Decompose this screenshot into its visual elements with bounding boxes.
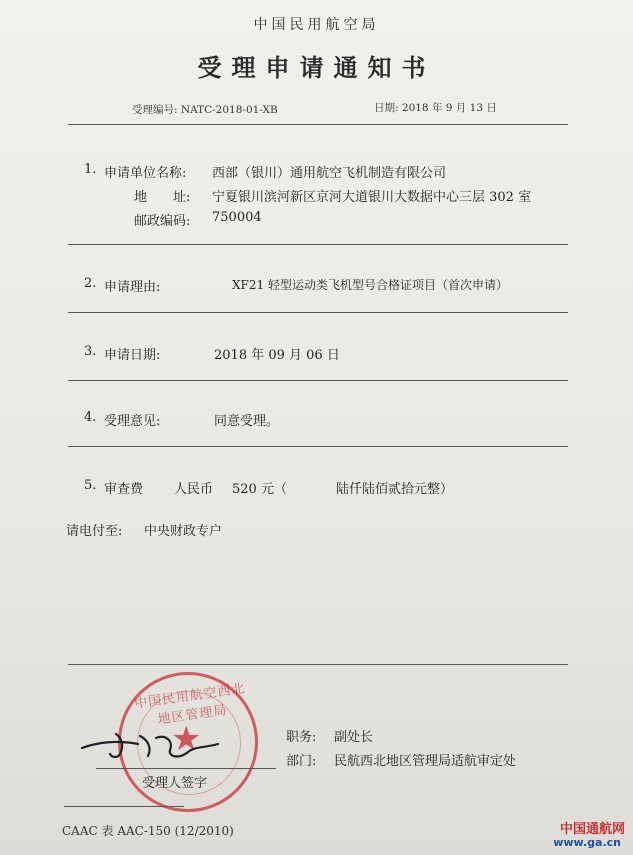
applicant-name-value: 西部（银川）通用航空飞机制造有限公司 [212, 166, 447, 181]
ref-label: 受理编号: [132, 104, 178, 116]
section-3-num: 3. [84, 344, 97, 359]
fee-amount: 520 元（ [232, 482, 287, 497]
fee-label: 审查费 [104, 482, 144, 497]
document-title: 受理申请通知书 [197, 54, 436, 82]
apply-date-label: 申请日期: [104, 348, 161, 363]
reason-value: XF21 轻型运动类飞机型号合格证项目（首次申请） [232, 278, 508, 292]
rule-1 [68, 244, 568, 245]
address-label: 地 址: [134, 190, 191, 205]
dept-value: 民航西北地区管理局适航审定处 [334, 754, 517, 769]
watermark-logo: 中国通航网 [559, 822, 625, 837]
form-code: CAAC 表 AAC-150 (12/2010) [62, 824, 234, 838]
applicant-name-label: 申请单位名称: [104, 166, 187, 181]
section-5-num: 5. [84, 478, 97, 493]
pay-to-label: 请电付至: [66, 524, 123, 539]
opinion-value: 同意受理。 [214, 414, 280, 429]
seal-text: 中国民用航空西北地区管理局 [133, 681, 247, 728]
reason-label: 申请理由: [104, 280, 161, 295]
rule-5 [68, 664, 568, 665]
section-1-num: 1. [84, 162, 97, 177]
header-rule [68, 124, 568, 125]
date-value: 2018 年 9 月 13 日 [401, 102, 497, 114]
seal-star-icon: ★ [171, 719, 202, 759]
section-2-num: 2. [84, 276, 97, 291]
fee-amount-words: 陆仟陆佰贰拾元整） [336, 482, 454, 497]
fee-currency: 人民币 [174, 482, 214, 497]
rule-4 [68, 446, 568, 447]
issue-date [374, 100, 497, 115]
zip-value: 750004 [212, 210, 262, 225]
rule-3 [68, 380, 568, 381]
handwritten-signature [78, 718, 228, 768]
opinion-label: 受理意见: [104, 414, 161, 429]
ref-number [132, 102, 278, 117]
section-4-num: 4. [84, 410, 97, 425]
address-value: 宁夏银川滨河新区京河大道银川大数据中心三层 302 室 [212, 190, 532, 205]
dept-label: 部门: [286, 754, 317, 769]
rule-2 [68, 312, 568, 313]
position-value: 副处长 [334, 730, 374, 745]
date-label: 日期: [374, 102, 399, 114]
signature-label: 受理人签字 [142, 776, 208, 791]
ref-value: NATC-2018-01-XB [180, 104, 278, 116]
footer-rule [64, 806, 184, 807]
position-label: 职务: [286, 730, 317, 745]
apply-date-value: 2018 年 09 月 06 日 [214, 348, 340, 363]
watermark-url: www.ga.cn [553, 836, 621, 849]
zip-label: 邮政编码: [134, 214, 191, 229]
issuing-org: 中国民用航空局 [253, 17, 380, 33]
pay-to-value: 中央财政专户 [144, 524, 223, 539]
signature-line [96, 768, 276, 769]
